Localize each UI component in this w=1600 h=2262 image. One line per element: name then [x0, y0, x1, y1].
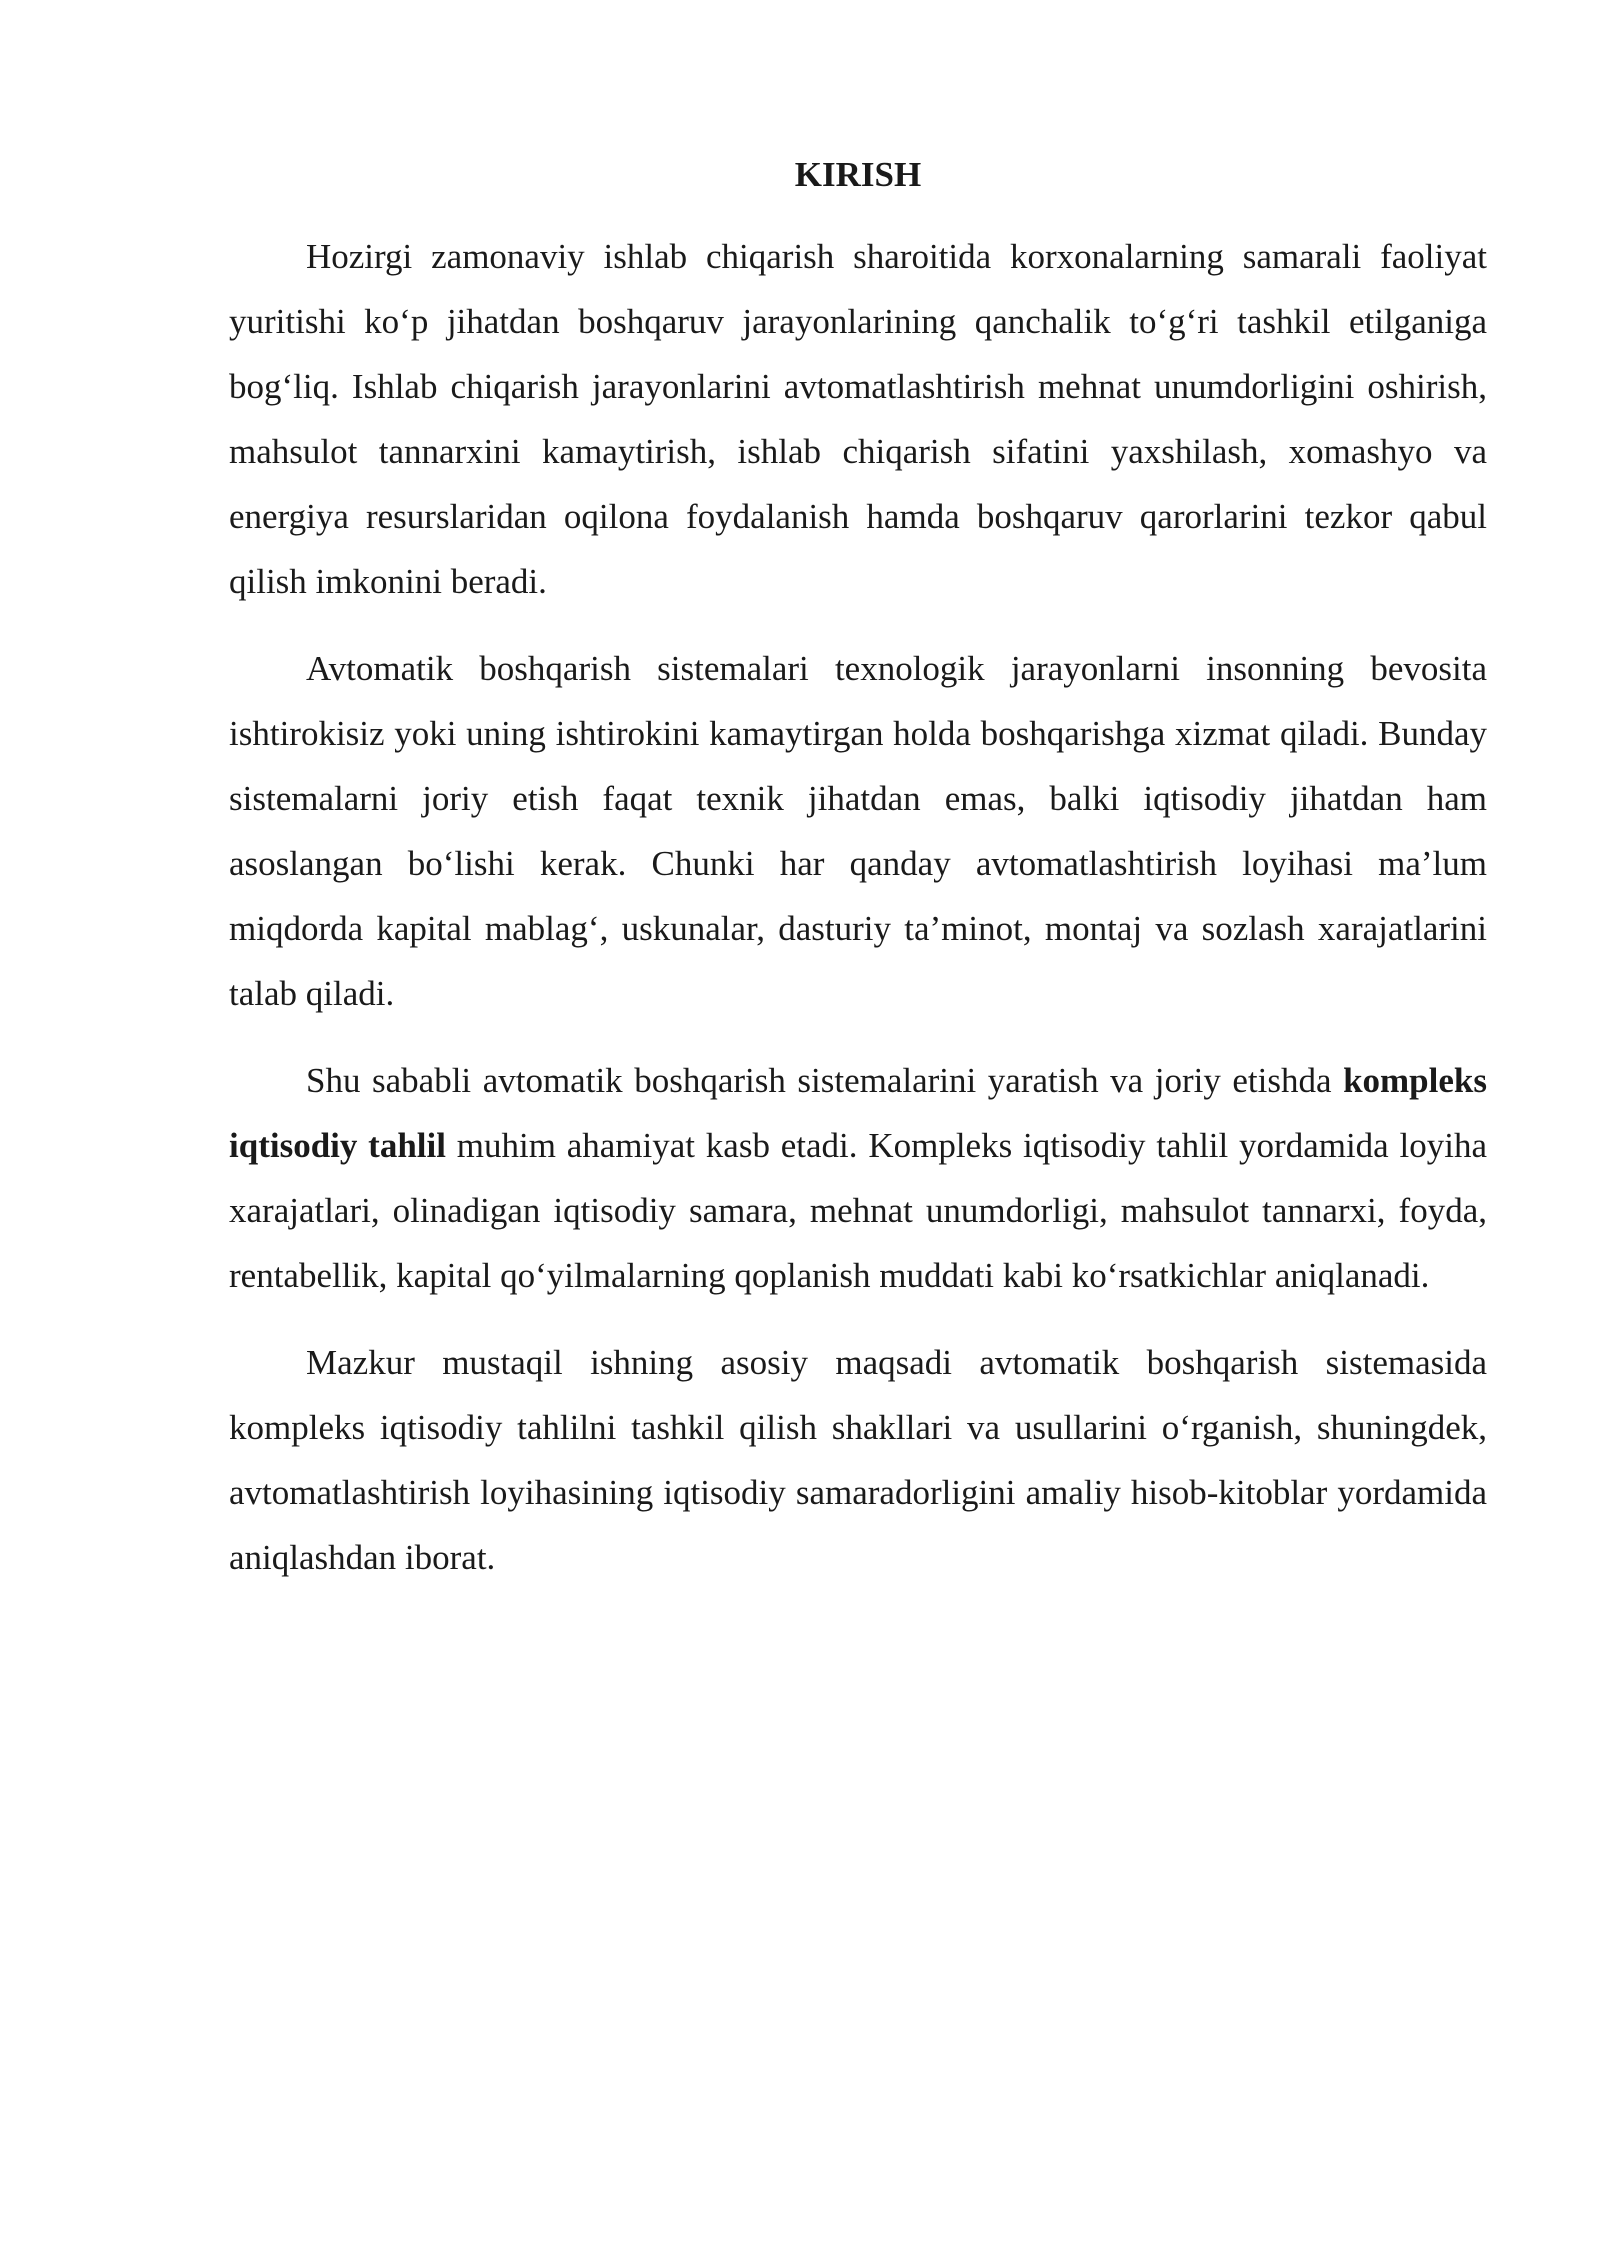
- paragraph-3: [229, 1048, 1487, 1308]
- paragraph-2: Avtomatik boshqarish sistemalari texnologik jarayonlarni insonning bevosita ishtirokisiz yoki uning ishtirokini kamaytirgan holda boshqarishga xizmat qiladi. Bunday sistemalarni joriy etish faqat texnik jihatdan emas, balki iqtisodiy jihatdan ham asoslangan bo‘lishi kerak. Chunki har qanday avtomatlashtirish loyihasi ma’lum miqdorda kapital mablag‘, uskunalar, dasturiy ta’minot, montaj va sozlash xarajatlarini talab qiladi.: [229, 649, 1487, 1013]
- document-body: [229, 148, 1487, 1612]
- paragraph-4: Mazkur mustaqil ishning asosiy maqsadi avtomatik boshqarish sistemasida kompleks iqtisodiy tahlilni tashkil qilish shakllari va usullarini o‘rganish, shuningdek, avtomatlashtirish loyihasining iqtisodiy samaradorligini amaliy hisob-kitoblar yordamida aniqlashdan iborat.: [229, 1343, 1487, 1577]
- paragraph-3-rest: muhim ahamiyat kasb etadi. Kompleks iqtisodiy tahlil yordamida loyiha xarajatlari, olinadigan iqtisodiy samara, mehnat unumdorligi, mahsulot tannarxi, foyda, rentabellik, kapital qo‘yilmalarning qoplanish muddati kabi ko‘rsatkichlar aniqlanadi.: [229, 1126, 1487, 1295]
- paragraph-3-bold-term: kompleks iqtisodiy tahlil: [229, 1061, 1487, 1165]
- paragraph-1: Hozirgi zamonaviy ishlab chiqarish sharoitida korxonalarning samarali faoliyat yuritishi ko‘p jihatdan boshqaruv jarayonlarining qanchalik to‘g‘ri tashkil etilganiga bog‘liq. Ishlab chiqarish jarayonlarini avtomatlashtirish mehnat unumdorligini oshirish, mahsulot tannarxini kamaytirish, ishlab chiqarish sifatini yaxshilash, xomashyo va energiya resurslaridan oqilona foydalanish hamda boshqaruv qarorlarini tezkor qabul qilish imkonini beradi.: [229, 237, 1487, 601]
- section-title: KIRISH: [794, 155, 922, 194]
- paragraph-3-intro: Shu sababli avtomatik boshqarish sistemalarini yaratish va joriy etishda: [306, 1061, 1344, 1100]
